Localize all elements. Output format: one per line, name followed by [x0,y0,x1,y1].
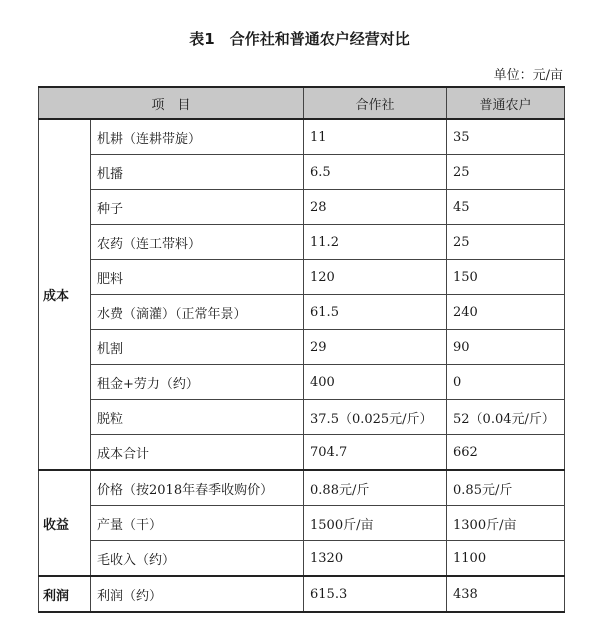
table-row [39,365,565,400]
header-coop: 合作社 [304,87,447,119]
row-farmer: 35 [447,119,565,155]
row-item: 产量（干） [91,506,304,541]
row-item: 脱粒 [91,400,304,435]
row-farmer: 150 [447,260,565,295]
row-item: 价格（按2018年春季收购价） [91,470,304,506]
row-coop: 400 [304,365,447,400]
row-farmer: 25 [447,155,565,190]
table-row [39,541,565,577]
row-item: 毛收入（约） [91,541,304,577]
table-row [39,470,565,506]
row-farmer: 52（0.04元/斤） [447,400,565,435]
row-coop: 61.5 [304,295,447,330]
row-farmer: 1300斤/亩 [447,506,565,541]
row-farmer: 25 [447,225,565,260]
row-farmer: 1100 [447,541,565,577]
row-item: 利润（约） [91,576,304,612]
row-coop: 120 [304,260,447,295]
row-coop: 0.88元/斤 [304,470,447,506]
row-item: 肥料 [91,260,304,295]
header-row [39,87,565,119]
row-farmer: 0.85元/斤 [447,470,565,506]
row-farmer: 240 [447,295,565,330]
row-coop: 6.5 [304,155,447,190]
header-item: 项 目 [39,87,304,119]
group-profit: 利润 [39,576,91,612]
row-coop: 704.7 [304,435,447,471]
group-cost: 成本 [39,119,91,470]
row-farmer: 438 [447,576,565,612]
row-coop: 11 [304,119,447,155]
table-row [39,190,565,225]
table-row [39,119,565,155]
row-item: 种子 [91,190,304,225]
group-revenue: 收益 [39,470,91,576]
row-item: 机耕（连耕带旋） [91,119,304,155]
row-coop: 37.5（0.025元/斤） [304,400,447,435]
row-coop: 615.3 [304,576,447,612]
row-item: 农药（连工带料） [91,225,304,260]
row-item: 机割 [91,330,304,365]
table-row [39,260,565,295]
table-row [39,576,565,612]
row-farmer: 45 [447,190,565,225]
row-item: 租金+劳力（约） [91,365,304,400]
table-row [39,155,565,190]
row-item: 水费（滴灌）（正常年景） [91,295,304,330]
row-coop: 1320 [304,541,447,577]
unit-label: 单位：元/亩 [493,68,563,83]
row-coop: 29 [304,330,447,365]
row-coop: 1500斤/亩 [304,506,447,541]
row-item: 机播 [91,155,304,190]
comparison-table [38,86,565,613]
header-farmer: 普通农户 [447,87,565,119]
table-row [39,400,565,435]
row-farmer: 90 [447,330,565,365]
row-farmer: 662 [447,435,565,471]
table-row [39,330,565,365]
row-farmer: 0 [447,365,565,400]
table-row [39,506,565,541]
table-row [39,295,565,330]
row-coop: 28 [304,190,447,225]
table-row [39,435,565,471]
row-item: 成本合计 [91,435,304,471]
table-row [39,225,565,260]
table-title: 表1 合作社和普通农户经营对比 [189,30,410,48]
row-coop: 11.2 [304,225,447,260]
